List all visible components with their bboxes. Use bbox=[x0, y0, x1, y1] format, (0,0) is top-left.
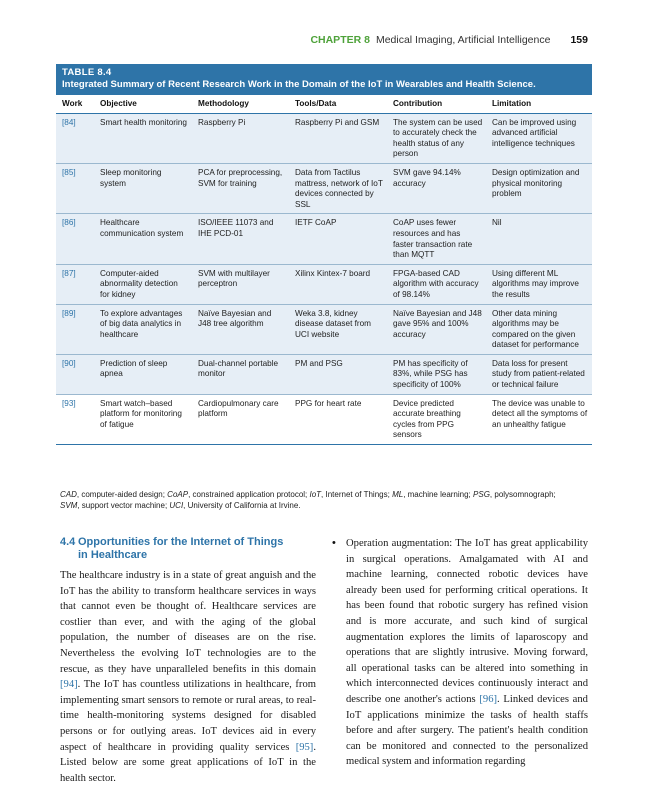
cell-contribution: Naïve Bayesian and J48 gave 95% and 100% accuracy bbox=[387, 304, 486, 354]
cell-tools: IETF CoAP bbox=[289, 214, 387, 264]
bullet-icon: • bbox=[332, 537, 336, 549]
footnote-abbr: ML bbox=[392, 490, 404, 499]
cell-tools: Xilinx Kintex-7 board bbox=[289, 264, 387, 304]
section-number: 4.4 bbox=[60, 536, 76, 548]
cell-methodology: Raspberry Pi bbox=[192, 113, 289, 163]
footnote-abbr: CAD bbox=[60, 490, 77, 499]
table-row bbox=[56, 354, 592, 394]
cell-methodology: ISO/IEEE 11073 and IHE PCD-01 bbox=[192, 214, 289, 264]
cell-methodology: Dual-channel portable monitor bbox=[192, 354, 289, 394]
bullet-item bbox=[332, 536, 588, 770]
footnote-def: , Internet of Things; bbox=[321, 490, 393, 499]
cell-tools: Raspberry Pi and GSM bbox=[289, 113, 387, 163]
cell-work[interactable]: [90] bbox=[56, 354, 94, 394]
col-header-tools: Tools/Data bbox=[289, 95, 387, 113]
footnote-def: , University of California at Irvine. bbox=[183, 500, 301, 510]
cell-objective: Smart health monitoring bbox=[94, 113, 192, 163]
paragraph-text: . Linked devices and IoT applications minimize the tasks of health staffs before and after surgery. The patient's health condition can be monitored and connected to the personalized medical system and information regarding bbox=[346, 693, 588, 768]
cell-work[interactable]: [85] bbox=[56, 163, 94, 213]
footnote-abbr: UCI bbox=[169, 500, 184, 510]
cell-limitation: Other data mining algorithms may be compared on the given dataset for performance bbox=[486, 304, 592, 354]
table-row bbox=[56, 113, 592, 163]
summary-table bbox=[56, 64, 592, 445]
cell-methodology: PCA for preprocessing, SVM for training bbox=[192, 163, 289, 213]
section-heading bbox=[60, 536, 316, 562]
cell-limitation: Data loss for present study from patient-related or technical failure bbox=[486, 354, 592, 394]
footnote-abbr: CoAP bbox=[167, 490, 189, 499]
cell-tools: PPG for heart rate bbox=[289, 394, 387, 444]
cell-work[interactable]: [93] bbox=[56, 394, 94, 444]
chapter-title: Medical Imaging, Artificial Intelligence bbox=[375, 34, 551, 46]
cell-objective: Computer-aided abnormality detection for kidney bbox=[94, 264, 192, 304]
cell-contribution: SVM gave 94.14% accuracy bbox=[387, 163, 486, 213]
cell-limitation: Can be improved using advanced artificial intelligence techniques bbox=[486, 113, 592, 163]
cell-methodology: Cardiopulmonary care platform bbox=[192, 394, 289, 444]
cell-work[interactable]: [84] bbox=[56, 113, 94, 163]
table-row bbox=[56, 304, 592, 354]
cell-objective: Sleep monitoring system bbox=[94, 163, 192, 213]
table-grid bbox=[56, 95, 592, 445]
cell-work[interactable]: [86] bbox=[56, 214, 94, 264]
cell-tools: Weka 3.8, kidney disease dataset from UCI website bbox=[289, 304, 387, 354]
footnote-abbr: SVM bbox=[60, 500, 78, 510]
left-column bbox=[60, 536, 316, 786]
page-number: 159 bbox=[570, 34, 588, 46]
table-row bbox=[56, 394, 592, 444]
citation-link[interactable]: [94] bbox=[60, 679, 78, 691]
cell-methodology: SVM with multilayer perceptron bbox=[192, 264, 289, 304]
section-paragraph bbox=[60, 568, 316, 786]
table-caption: Integrated Summary of Recent Research Work in the Domain of the IoT in Wearables and Health Science. bbox=[62, 79, 536, 90]
footnote-def: , support vector machine; bbox=[77, 500, 170, 510]
col-header-limitation: Limitation bbox=[486, 95, 592, 113]
cell-contribution: Device predicted accurate breathing cycles from PPG sensors bbox=[387, 394, 486, 444]
table-row bbox=[56, 163, 592, 213]
paragraph-text: The healthcare industry is in a state of great anguish and the IoT has the ability to transform healthcare services in ways that cannot even be thought of. Healthcare services are costlier than ever, and with the aging of the global population, the number of diseases are on the rise. Nevertheless the evolving IoT technologies are to the rescue, as they have unparalleled benefits in this domain bbox=[60, 570, 316, 675]
cell-methodology: Naïve Bayesian and J48 tree algorithm bbox=[192, 304, 289, 354]
footnote-abbr: PSG bbox=[473, 490, 490, 499]
cell-limitation: Using different ML algorithms may improve the results bbox=[486, 264, 592, 304]
section-title-line2: in Healthcare bbox=[78, 549, 148, 561]
cell-work[interactable]: [89] bbox=[56, 304, 94, 354]
table-header-row bbox=[56, 95, 592, 113]
paragraph-text: . The IoT has countless utilizations in healthcare, from implementing smart sensors to remote or rural areas, to real-time health-monitoring systems designed for disabled persons or for outlying areas. IoT devices aid in every aspect of healthcare in providing quality services bbox=[60, 679, 316, 753]
cell-limitation: Nil bbox=[486, 214, 592, 264]
section-title-line1: Opportunities for the Internet of Things bbox=[78, 536, 284, 548]
running-head bbox=[60, 33, 588, 47]
cell-objective: Prediction of sleep apnea bbox=[94, 354, 192, 394]
citation-link[interactable]: [96] bbox=[479, 693, 498, 705]
cell-objective: Healthcare communication system bbox=[94, 214, 192, 264]
right-column bbox=[332, 536, 588, 770]
cell-contribution: CoAP uses fewer resources and has faster transaction rate than MQTT bbox=[387, 214, 486, 264]
bullet-paragraph bbox=[346, 536, 588, 770]
cell-tools: PM and PSG bbox=[289, 354, 387, 394]
cell-contribution: FPGA-based CAD algorithm with accuracy of 98.14% bbox=[387, 264, 486, 304]
cell-work[interactable]: [87] bbox=[56, 264, 94, 304]
chapter-label: CHAPTER 8 bbox=[310, 34, 370, 46]
footnote-def: , computer-aided design; bbox=[76, 490, 168, 499]
cell-limitation: The device was unable to detect all the symptoms of an unhealthy fatigue bbox=[486, 394, 592, 444]
table-row bbox=[56, 214, 592, 264]
citation-link[interactable]: [95] bbox=[295, 741, 314, 753]
cell-objective: To explore advantages of big data analytics in healthcare bbox=[94, 304, 192, 354]
footnote-def: , constrained application protocol; bbox=[188, 490, 310, 499]
footnote-def: , machine learning; bbox=[403, 490, 474, 499]
col-header-work: Work bbox=[56, 95, 94, 113]
table-label: TABLE 8.4 bbox=[62, 67, 112, 78]
paragraph-text: Operation augmentation: The IoT has great applicability in surgical operations. Amalgamated with AI and machine learning, connected robotic devices have already been used for performing critical operations. It has been found that robotic surgery has refined vision and is more accurate, and such kind of surgical augmentation explores the limits of laparoscopy and operations that are slightly intrusive. Moving forward, all operational tasks can be altered into something in which interconnected devices continuously interact and describe one another's actions bbox=[346, 538, 588, 705]
table-footnote bbox=[60, 490, 590, 511]
paragraph-text: . Listed below are some great applications of IoT in the health sector. bbox=[60, 741, 316, 784]
cell-contribution: The system can be used to accurately check the health status of any person bbox=[387, 113, 486, 163]
col-header-methodology: Methodology bbox=[192, 95, 289, 113]
cell-contribution: PM has specificity of 83%, while PSG has specificity of 100% bbox=[387, 354, 486, 394]
footnote-abbr: IoT bbox=[309, 490, 322, 499]
table-row bbox=[56, 264, 592, 304]
col-header-contribution: Contribution bbox=[387, 95, 486, 113]
cell-objective: Smart watch–based platform for monitoring of fatigue bbox=[94, 394, 192, 444]
cell-tools: Data from Tactilus mattress, network of IoT devices connected by SSL bbox=[289, 163, 387, 213]
cell-limitation: Design optimization and physical monitoring problem bbox=[486, 163, 592, 213]
footnote-def: , polysomnograph; bbox=[489, 490, 556, 499]
col-header-objective: Objective bbox=[94, 95, 192, 113]
table-header-bar bbox=[56, 64, 592, 95]
